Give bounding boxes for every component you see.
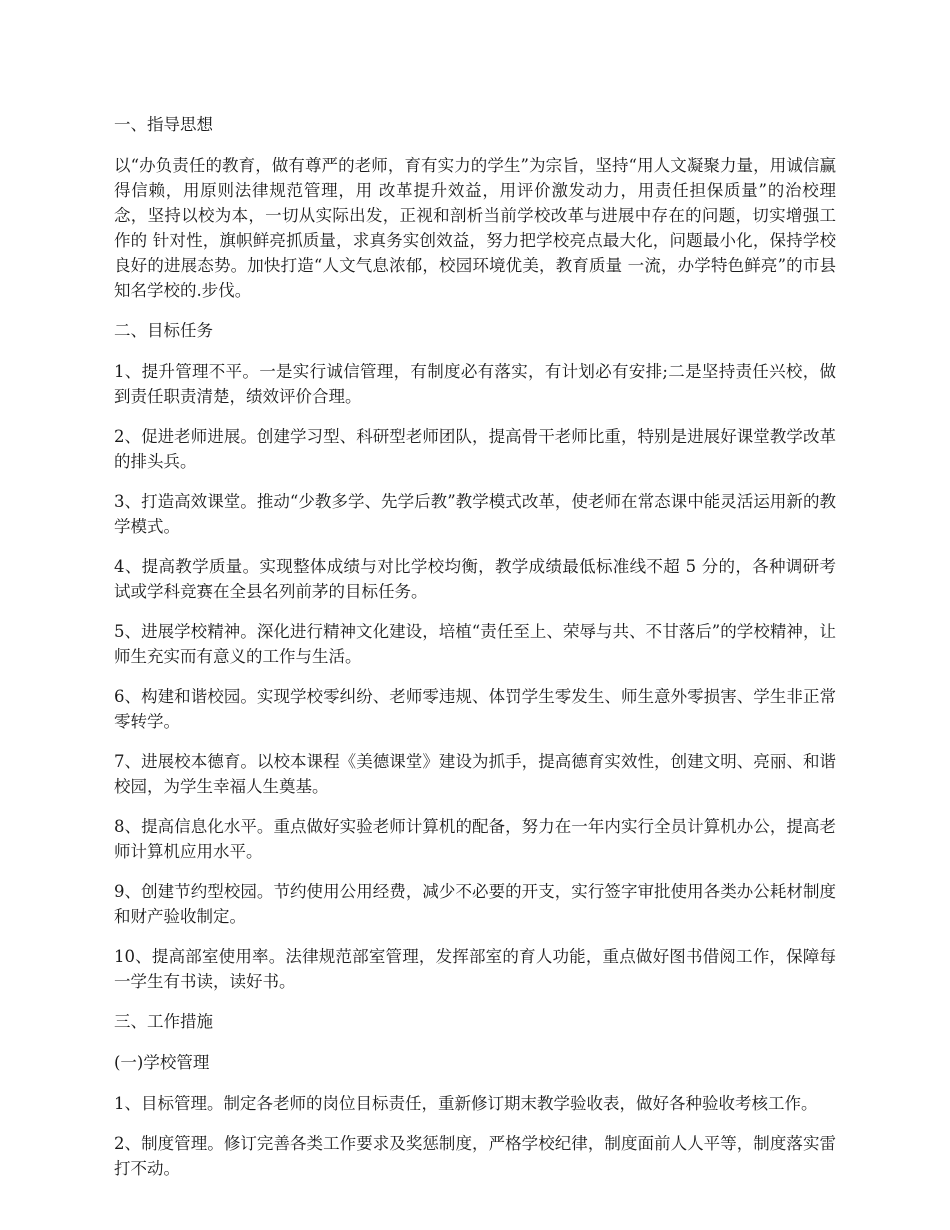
goal-item: 3、打造高效课堂。推动“少教多学、先学后教”教学模式改革，使老师在常态课中能灵活运用新的教学模式。	[114, 492, 836, 536]
goal-item: 8、提高信息化水平。重点做好实验老师计算机的配备，努力在一年内实行全员计算机办公，提高老师计算机应用水平。	[114, 817, 836, 861]
goal-item: 5、进展学校精神。深化进行精神文化建设，培植“责任至上、荣辱与共、不甘落后”的学校精神，让师生充实而有意义的工作与生活。	[114, 622, 836, 666]
goal-item: 6、构建和谐校园。实现学校零纠纷、老师零违规、体罚学生零发生、师生意外零损害、学生非正常零转学。	[114, 687, 836, 731]
goal-item: 9、创建节约型校园。节约使用公用经费，减少不必要的开支，实行签字审批使用各类办公耗材制度和财产验收制定。	[114, 882, 836, 926]
goal-item: 2、促进老师进展。创建学习型、科研型老师团队，提高骨干老师比重，特别是进展好课堂教学改革的排头兵。	[114, 427, 836, 471]
section-heading-guiding: 一、指导思想	[114, 115, 213, 134]
goal-item: 4、提高教学质量。实现整体成绩与对比学校均衡，教学成绩最低标准线不超 5 分的，各种调研考试或学科竞赛在全县名列前茅的目标任务。	[114, 557, 836, 601]
subsection-heading-school-management: (一)学校管理	[114, 1053, 210, 1072]
goal-item: 7、进展校本德育。以校本课程《美德课堂》建设为抓手，提高德育实效性，创建文明、亮丽、和谐校园，为学生幸福人生奠基。	[114, 752, 836, 796]
section-heading-measures: 三、工作措施	[114, 1012, 213, 1031]
measure-item: 1、目标管理。制定各老师的岗位目标责任，重新修订期末教学验收表，做好各种验收考核工作。	[114, 1094, 818, 1113]
measure-item: 2、制度管理。修订完善各类工作要求及奖惩制度，严格学校纪律，制度面前人人平等，制度落实雷打不动。	[114, 1134, 836, 1178]
goal-item: 1、提升管理不平。一是实行诚信管理，有制度必有落实，有计划必有安排;二是坚持责任兴校，做到责任职责清楚，绩效评价合理。	[114, 362, 836, 406]
guiding-paragraph: 以“办负责任的教育，做有尊严的老师，育有实力的学生”为宗旨，坚持“用人文凝聚力量，用诚信赢得信赖，用原则法律规范管理，用 改革提升效益，用评价激发动力，用责任担保质量”的治校理念，坚持以校为本，一切从实际出发，正视和剖析当前学校改革与进展中存在的问题，切实增强工作的 针对性，旗帜鲜亮抓质量，求真务实创效益，努力把学校亮点最大化，问题最小化，保持学校良好的进展态势。加快打造“人文气息浓郁，校园环境优美，教育质量 一流，办学特色鲜亮”的市县知名学校的.步伐。	[114, 156, 836, 300]
document-page	[114, 112, 836, 1196]
section-heading-goals: 二、目标任务	[114, 321, 213, 340]
goal-item: 10、提高部室使用率。法律规范部室管理，发挥部室的育人功能，重点做好图书借阅工作，保障每一学生有书读，读好书。	[114, 947, 836, 991]
